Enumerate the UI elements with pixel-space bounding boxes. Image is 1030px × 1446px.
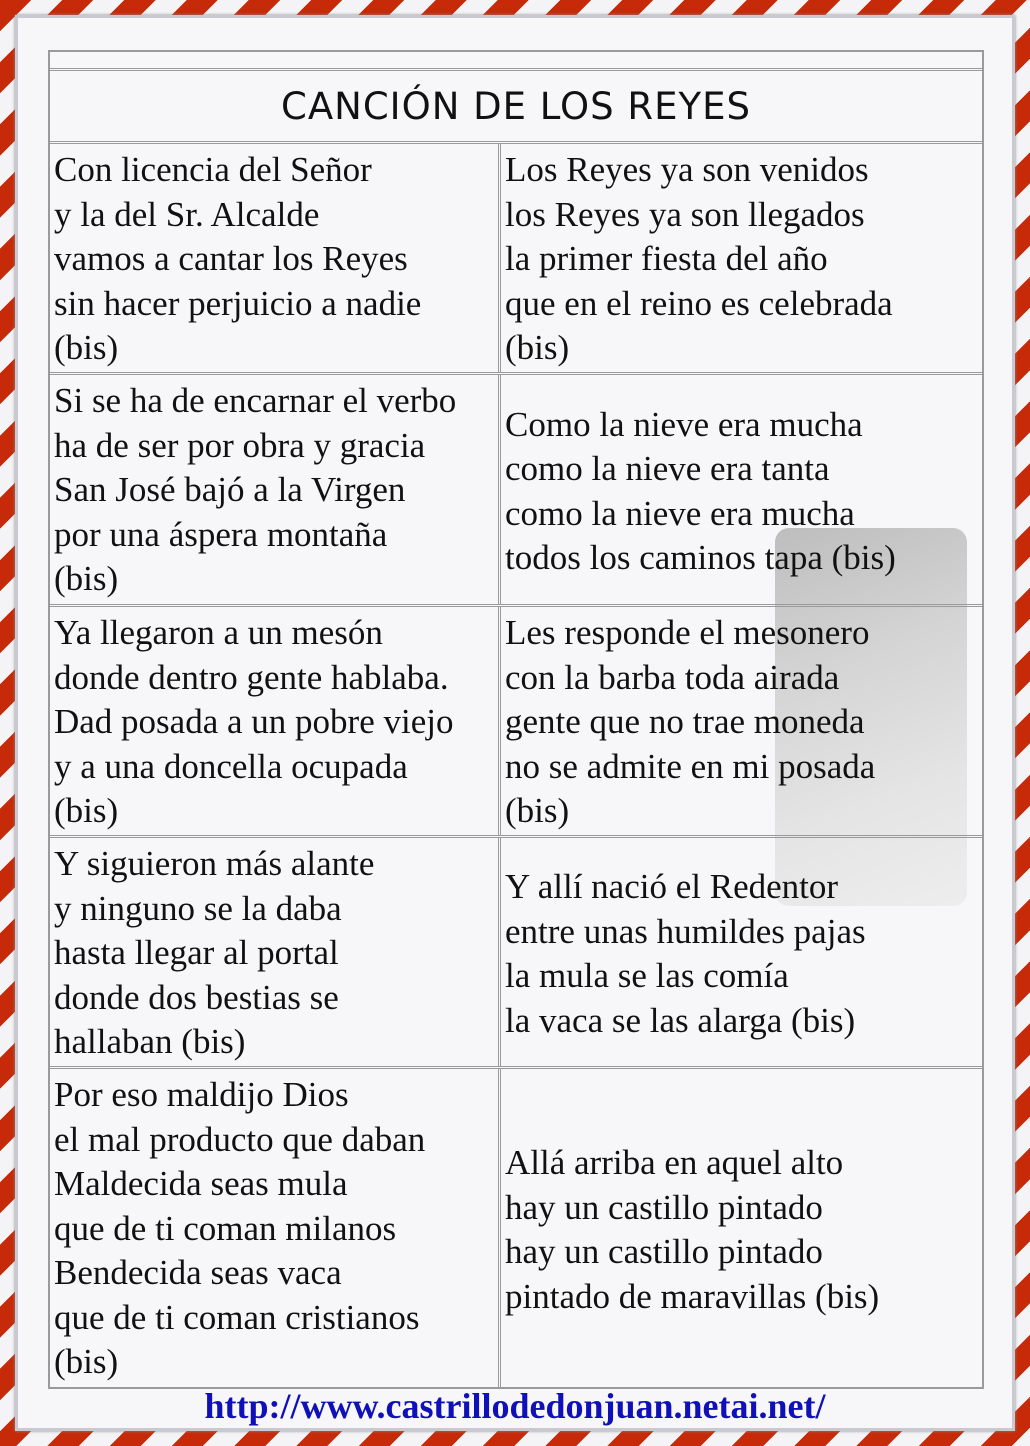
verse-line: con la barba toda airada: [505, 657, 840, 697]
empty-header-row: [50, 52, 982, 71]
verse-line: los Reyes ya son llegados: [505, 194, 865, 234]
verse-row: [50, 838, 982, 1069]
verse-line: Maldecida seas mula: [54, 1164, 348, 1203]
verse-cell-right: [501, 838, 982, 1066]
verse-line: la mula se las comía: [505, 956, 789, 995]
verse-line: gente que no trae moneda: [505, 702, 865, 741]
verse-line: Como la nieve era mucha: [505, 404, 863, 444]
verse-line: Los Reyes ya son venidos: [505, 150, 869, 189]
verse-line: Por eso maldijo Dios: [54, 1075, 349, 1114]
verse-row: [50, 375, 982, 607]
verse-line: hallaban (bis): [54, 1022, 246, 1061]
verse-line: Les responde el mesonero: [505, 613, 870, 652]
verse-line: hay un castillo pintado: [505, 1187, 823, 1227]
verse-row: [50, 607, 982, 838]
verse-line: donde dos bestias se: [54, 977, 339, 1017]
verse-cell-right: [501, 144, 982, 372]
verse-line: que en el reino es celebrada: [505, 283, 893, 323]
verse-cell-right: [501, 375, 982, 604]
verse-line: todos los caminos tapa (bis): [505, 538, 896, 577]
verse-line: y ninguno se la daba: [54, 888, 342, 928]
verse-cell-left: [50, 838, 501, 1066]
verse-line: Con licencia del Señor: [54, 150, 372, 189]
verse-line: (bis): [505, 328, 570, 367]
verse-line: (bis): [54, 559, 119, 598]
verse-line: Bendecida seas vaca: [54, 1253, 342, 1292]
verse-row: [50, 144, 982, 375]
verse-line: como la nieve era mucha: [505, 493, 855, 533]
verse-cell-left: [50, 607, 501, 835]
verse-line: y a una doncella ocupada: [54, 746, 408, 786]
verse-line: (bis): [54, 791, 119, 830]
verse-line: Y allí nació el Redentor: [505, 867, 839, 906]
verse-line: Dad posada a un pobre viejo: [54, 702, 454, 741]
verse-line: San José bajó a la Virgen: [54, 470, 406, 509]
verse-line: pintado de maravillas (bis): [505, 1276, 880, 1316]
verse-line: hay un castillo pintado: [505, 1232, 823, 1271]
verse-cell-right: [501, 607, 982, 835]
verse-line: Ya llegaron a un mesón: [54, 613, 383, 652]
song-table: [48, 50, 984, 1389]
verse-line: entre unas humildes pajas: [505, 911, 866, 951]
page-title: CANCIÓN DE LOS REYES: [50, 71, 982, 144]
verse-line: el mal producto que daban: [54, 1119, 426, 1159]
verse-cell-left: [50, 375, 501, 604]
verse-line: (bis): [54, 328, 119, 367]
verse-row: [50, 1069, 982, 1387]
verse-line: no se admite en mi posada: [505, 746, 876, 786]
verse-line: la vaca se las alarga (bis): [505, 1000, 856, 1040]
verse-line: ha de ser por obra y gracia: [54, 425, 426, 465]
verse-line: Y siguieron más alante: [54, 844, 375, 883]
verse-line: que de ti coman cristianos: [54, 1297, 420, 1337]
verse-line: vamos a cantar los Reyes: [54, 239, 408, 278]
verse-line: la primer fiesta del año: [505, 239, 828, 278]
verse-line: sin hacer perjuicio a nadie: [54, 283, 422, 323]
verse-line: (bis): [54, 1342, 119, 1381]
footer-url-link[interactable]: http://www.castrillodedonjuan.netai.net/: [204, 1386, 826, 1426]
verse-line: hasta llegar al portal: [54, 933, 339, 972]
verse-line: Si se ha de encarnar el verbo: [54, 381, 457, 420]
verse-line: y la del Sr. Alcalde: [54, 194, 320, 234]
verse-line: donde dentro gente hablaba.: [54, 657, 449, 697]
verse-line: por una áspera montaña: [54, 514, 388, 554]
verse-cell-left: [50, 1069, 501, 1387]
verse-line: Allá arriba en aquel alto: [505, 1143, 844, 1182]
verse-line: (bis): [505, 791, 570, 830]
verse-cell-left: [50, 144, 501, 372]
verse-cell-right: [501, 1069, 982, 1387]
verse-line: como la nieve era tanta: [505, 449, 830, 488]
verse-line: que de ti coman milanos: [54, 1208, 397, 1248]
